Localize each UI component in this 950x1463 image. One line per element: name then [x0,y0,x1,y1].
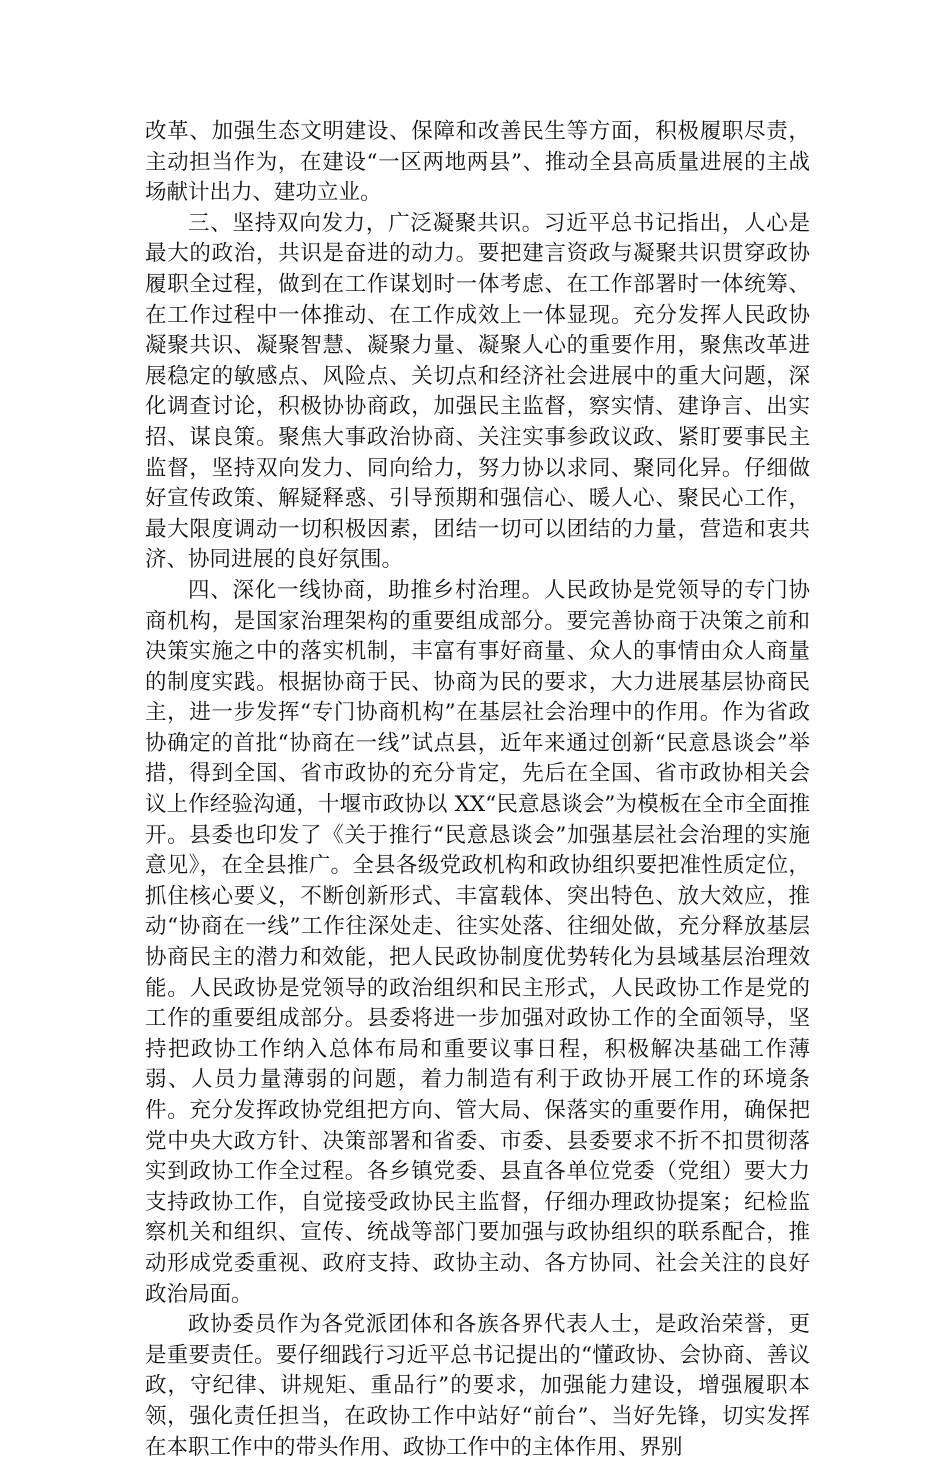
paragraph-section-three: 三、坚持双向发力，广泛凝聚共识。习近平总书记指出，人心是最大的政治，共识是奋进的动力。要把建言资政与凝聚共识贯穿政协履职全过程，做到在工作谋划时一体考虑、在工作部署时一体统筹、在工作过程中一体推动、在工作成效上一体显现。充分发挥人民政协凝聚共识、凝聚智慧、凝聚力量、凝聚人心的重要作用，聚焦改革进展稳定的敏感点、风险点、关切点和经济社会进展中的重大问题，深化调查讨论，积极协协商政，加强民主监督，察实情、建诤言、出实招、谋良策。聚焦大事政治协商、关注实事参政议政、紧盯要事民主监督，坚持双向发力、同向给力，努力协以求同、聚同化异。仔细做好宣传政策、解疑释惑、引导预期和强信心、暖人心、聚民心工作，最大限度调动一切积极因素，团结一切可以团结的力量，营造和衷共济、协同进展的良好氛围。 [145,210,810,573]
paragraph-members: 政协委员作为各党派团体和各族各界代表人士，是政治荣誉，更是重要责任。要仔细践行习近平总书记提出的“懂政协、会协商、善议政，守纪律、讲规矩、重品行”的要求，加强能力建设，增强履职本领，强化责任担当，在政协工作中站好“前台”、当好先锋，切实发挥在本职工作中的带头作用、政协工作中的主体作用、界别 [145,1312,810,1460]
document-body [145,117,810,1463]
paragraph-section-four: 四、深化一线协商，助推乡村治理。人民政协是党领导的专门协商机构，是国家治理架构的重要组成部分。要完善协商于决策之前和决策实施之中的落实机制，丰富有事好商量、众人的事情由众人商量的制度实践。根据协商于民、协商为民的要求，大力进展基层协商民主，进一步发挥“专门协商机构”在基层社会治理中的作用。作为省政协确定的首批“协商在一线”试点县，近年来通过创新“民意恳谈会”举措，得到全国、省市政协的充分肯定，先后在全国、省市政协相关会议上作经验沟通，十堰市政协以 XX“民意恳谈会”为模板在全市全面推开。县委也印发了《关于推行“民意恳谈会”加强基层社会治理的实施意见》，在全县推广。全县各级党政机构和政协组织要把准性质定位，抓住核心要义，不断创新形式、丰富载体、突出特色、放大效应，推动“协商在一线”工作往深处走、往实处落、往细处做，充分释放基层协商民主的潜力和效能，把人民政协制度优势转化为县域基层治理效能。人民政协是党领导的政治组织和民主形式，人民政协工作是党的工作的重要组成部分。县委将进一步加强对政协工作的全面领导，坚持把政协工作纳入总体布局和重要议事日程，积极解决基础工作薄弱、人员力量薄弱的问题，着力制造有利于政协开展工作的环境条件。充分发挥政协党组把方向、管大局、保落实的重要作用，确保把党中央大政方针、决策部署和省委、市委、县委要求不折不扣贯彻落实到政协工作全过程。各乡镇党委、县直各单位党委（党组）要大力支持政协工作，自觉接受政协民主监督，仔细办理政协提案；纪检监察机关和组织、宣传、统战等部门要加强与政协组织的联系配合，推动形成党委重视、政府支持、政协主动、各方协同、社会关注的良好政治局面。 [145,577,810,1307]
paragraph-continuation: 改革、加强生态文明建设、保障和改善民生等方面，积极履职尽责，主动担当作为，在建设“一区两地两县”、推动全县高质量进展的主战场献计出力、建功立业。 [145,119,810,206]
